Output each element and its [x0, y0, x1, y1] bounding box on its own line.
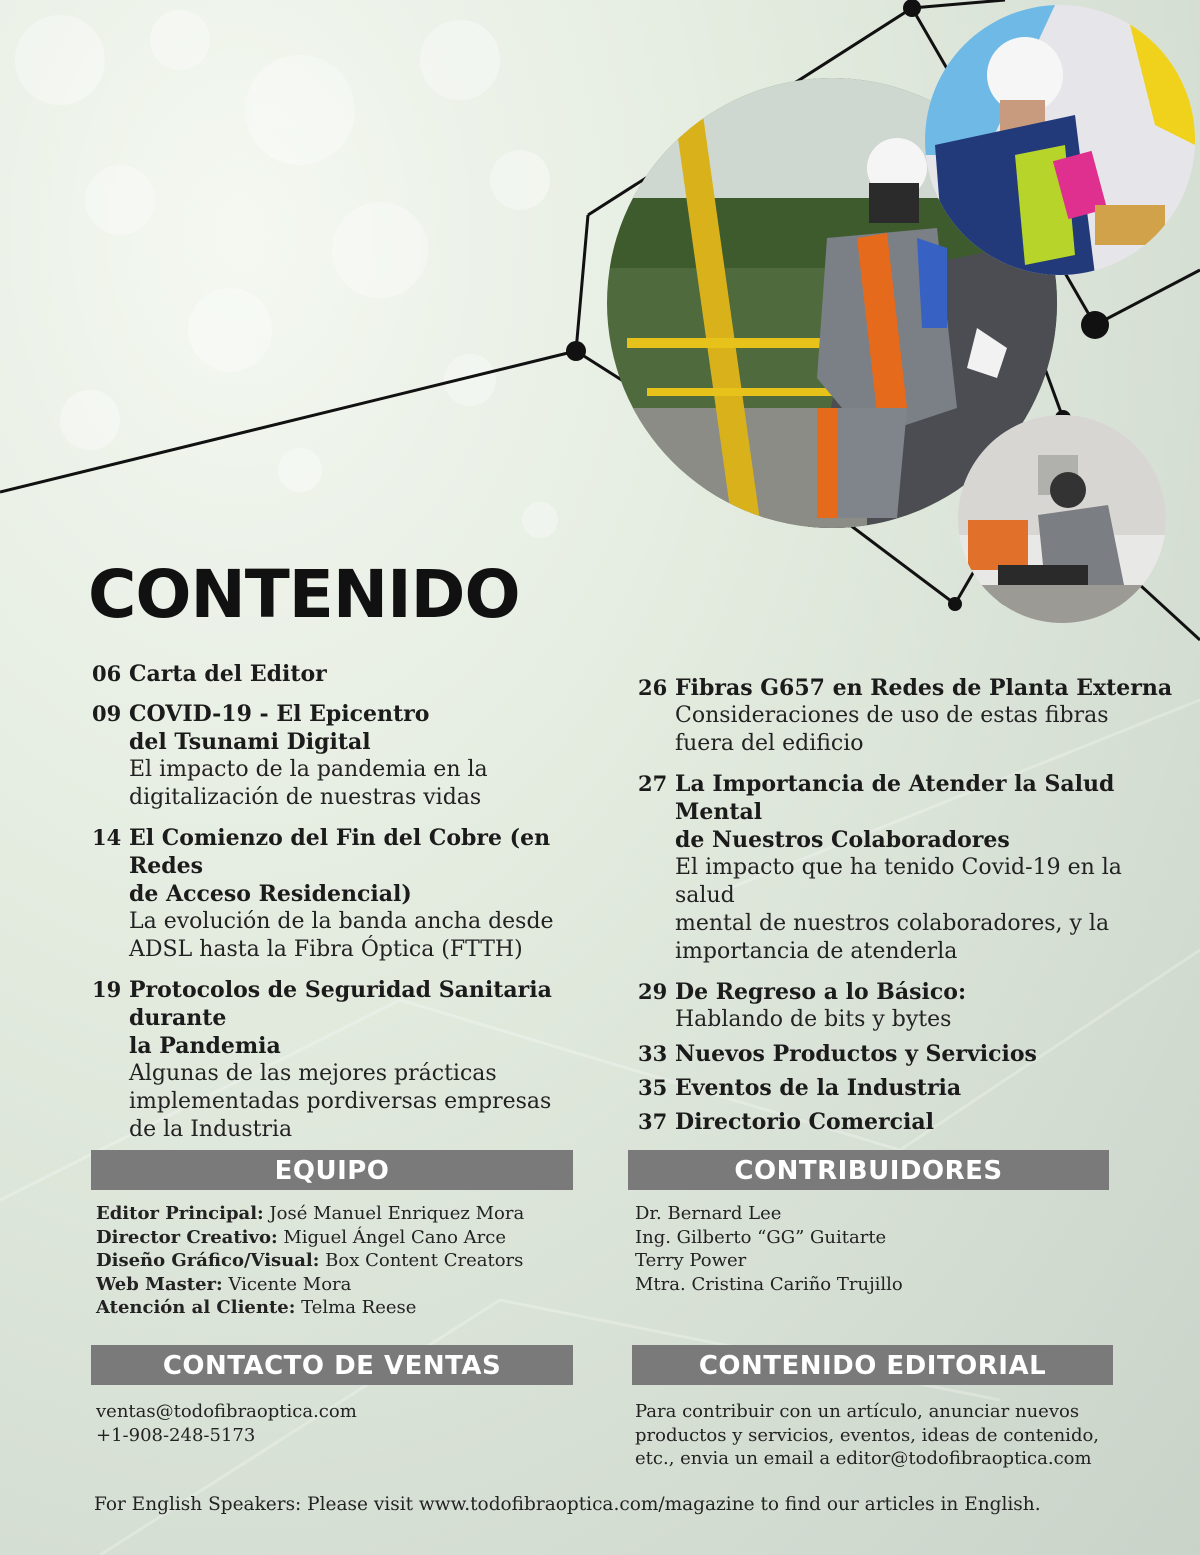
toc-title: Directorio Comercial [675, 1109, 934, 1135]
toc-item[interactable] [638, 1074, 1178, 1102]
english-speakers-note: For English Speakers: Please visit www.todofibraoptica.com/magazine to find our articles in English. [94, 1494, 1041, 1515]
contributor-name: Mtra. Cristina Cariño Trujillo [635, 1273, 903, 1295]
page-title: CONTENIDO [88, 556, 520, 633]
equipo-member: Box Content Creators [325, 1250, 524, 1271]
toc-title: Nuevos Productos y Servicios [675, 1041, 1037, 1067]
toc-page-number: 33 [638, 1041, 668, 1066]
toc-page-number: 09 [92, 701, 122, 726]
toc-item[interactable] [638, 978, 1178, 1034]
equipo-row [96, 1226, 524, 1250]
toc-description: La evolución de la banda ancha desde ADSL hasta la Fibra Óptica (FTTH) [129, 909, 554, 962]
photo-indoor-technician [925, 5, 1195, 275]
toc-right-column [638, 674, 1178, 1148]
toc-page-number: 37 [638, 1109, 668, 1134]
toc-page-number: 27 [638, 771, 668, 796]
toc-item[interactable] [638, 1040, 1178, 1068]
toc-left-column [92, 660, 592, 1156]
contributor-name: Ing. Gilberto “GG” Guitarte [635, 1226, 887, 1248]
equipo-list [96, 1202, 524, 1320]
contribuidores-list [635, 1202, 903, 1296]
contributor-name: Dr. Bernard Lee [635, 1203, 782, 1224]
toc-title: El Comienzo del Fin del Cobre (en Redes de Acceso Residencial) [129, 825, 551, 907]
toc-page-number: 14 [92, 825, 122, 850]
toc-title: De Regreso a lo Básico: [675, 979, 967, 1005]
equipo-row [96, 1273, 524, 1297]
toc-item[interactable] [92, 976, 592, 1144]
toc-item[interactable] [92, 700, 592, 812]
editorial-line: productos y servicios, eventos, ideas de contenido, [635, 1424, 1100, 1446]
equipo-role: Atención al Cliente: [96, 1297, 296, 1318]
toc-item[interactable] [638, 1108, 1178, 1136]
editorial-text [635, 1400, 1099, 1471]
equipo-member: José Manuel Enriquez Mora [269, 1203, 525, 1224]
toc-title: La Importancia de Atender la Salud Mental de Nuestros Colaboradores [675, 771, 1115, 853]
toc-title: Eventos de la Industria [675, 1075, 962, 1101]
equipo-row [96, 1249, 524, 1273]
equipo-role: Editor Principal: [96, 1203, 264, 1224]
editorial-line: Para contribuir con un artículo, anunciar nuevos [635, 1401, 1080, 1422]
equipo-member: Telma Reese [301, 1297, 417, 1318]
contributor-name: Terry Power [635, 1250, 747, 1271]
photo-splicing-technician [958, 415, 1166, 623]
toc-item[interactable] [638, 674, 1178, 758]
toc-page-number: 35 [638, 1075, 668, 1100]
equipo-member: Miguel Ángel Cano Arce [283, 1226, 507, 1248]
toc-page-number: 19 [92, 977, 122, 1002]
editorial-heading: CONTENIDO EDITORIAL [632, 1345, 1113, 1385]
equipo-row [96, 1296, 524, 1320]
ventas-heading: CONTACTO DE VENTAS [91, 1345, 573, 1385]
toc-title: Fibras G657 en Redes de Planta Externa [675, 675, 1173, 701]
contribuidores-heading: CONTRIBUIDORES [628, 1150, 1109, 1190]
toc-page-number: 26 [638, 675, 668, 700]
toc-item[interactable] [92, 824, 592, 964]
toc-description: Consideraciones de uso de estas fibras fuera del edificio [675, 703, 1109, 756]
equipo-role: Diseño Gráfico/Visual: [96, 1250, 320, 1271]
toc-description: El impacto que ha tenido Covid-19 en la salud mental de nuestros colaboradores, y la importancia de atenderla [675, 855, 1122, 964]
toc-title: COVID-19 - El Epicentro del Tsunami Digital [129, 701, 430, 755]
editorial-line: etc., envia un email a editor@todofibraoptica.com [635, 1448, 1092, 1469]
equipo-row [96, 1202, 524, 1226]
toc-page-number: 29 [638, 979, 668, 1004]
equipo-role: Director Creativo: [96, 1226, 278, 1248]
toc-title: Carta del Editor [129, 661, 327, 687]
equipo-role: Web Master: [96, 1273, 223, 1295]
equipo-heading: EQUIPO [91, 1150, 573, 1190]
toc-item[interactable] [638, 770, 1178, 966]
toc-description: El impacto de la pandemia en la digitalización de nuestras vidas [129, 757, 488, 810]
ventas-email-link[interactable]: ventas@todofibraoptica.com [96, 1401, 357, 1422]
toc-item[interactable] [92, 660, 592, 688]
ventas-phone: +1-908-248-5173 [96, 1424, 256, 1446]
ventas-contact [96, 1400, 357, 1447]
toc-description: Hablando de bits y bytes [675, 1007, 952, 1032]
equipo-member: Vicente Mora [228, 1273, 352, 1295]
toc-description: Algunas de las mejores prácticas implementadas pordiversas empresas de la Industria [129, 1061, 552, 1142]
toc-title: Protocolos de Seguridad Sanitaria durante la Pandemia [129, 977, 552, 1059]
toc-page-number: 06 [92, 661, 122, 686]
